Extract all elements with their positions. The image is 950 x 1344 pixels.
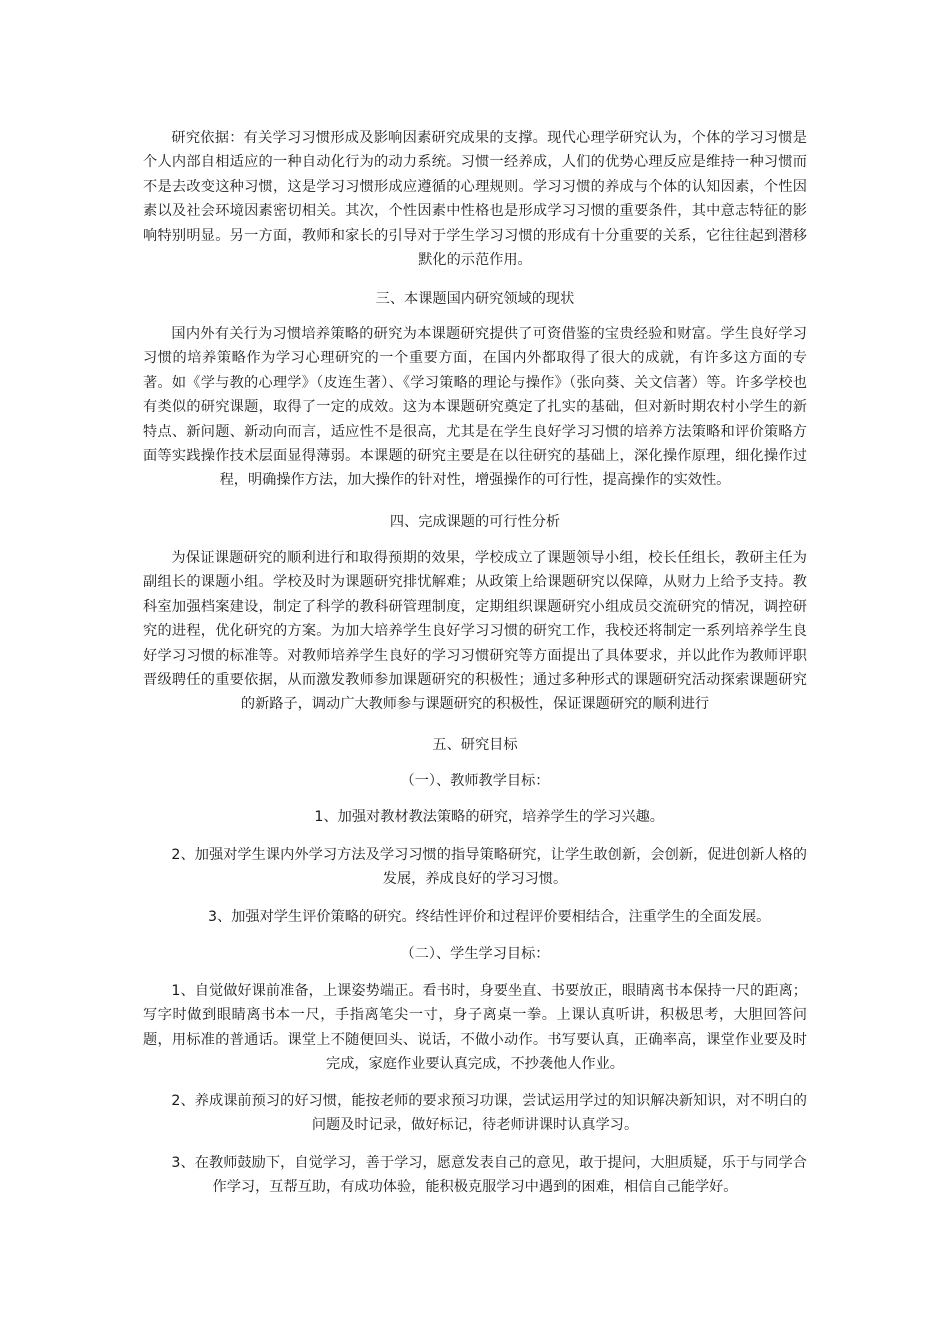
- heading-section-3: 三、本课题国内研究领域的现状: [375, 291, 575, 307]
- heading-student-goals: （二）、学生学习目标：: [400, 946, 550, 962]
- student-goal-item: 1、自觉做好课前准备，上课姿势端正。看书时，身要坐直、书要放正，眼睛离书本保持一尺的距离；写字时做到眼睛离书本一尺，手指离笔尖一寸，身子离桌一拳。上课认真听讲，积极思考，大胆回答问题，用标准的普通话。课堂上不随便回头、说话，不做小动作。书写要认真，正确率高，课堂作业要及时完成，家庭作业要认真完成，不抄袭他人作业。: [143, 983, 807, 1073]
- paragraph-section-4: 为保证课题研究的顺利进行和取得预期的效果，学校成立了课题领导小组，校长任组长，教研主任为副组长的课题小组。学校及时为课题研究排忧解难；从政策上给课题研究以保障，从财力上给予支持。教科室加强档案建设，制定了科学的教科研管理制度，定期组织课题研究小组成员交流研究的情况，调控研究的进程，优化研究的方案。为加大培养学生良好学习习惯的研究工作，我校还将制定一系列培养学生良好学习习惯的标准等。对教师培养学生良好的学习习惯研究等方面提出了具体要求，并以此作为教师评职晋级聘任的重要依据，从而激发教师参加课题研究的积极性；通过多种形式的课题研究活动探索课题研究的新路子，调动广大教师参与课题研究的积极性，保证课题研究的顺利进行: [143, 550, 807, 713]
- student-goal-item: 2、养成课前预习的好习惯，能按老师的要求预习功课，尝试运用学过的知识解决新知识，对不明白的问题及时记录，做好标记，待老师讲课时认真学习。: [171, 1093, 807, 1134]
- heading-section-5: 五、研究目标: [432, 737, 518, 753]
- paragraph-section-3: 国内外有关行为习惯培养策略的研究为本课题研究提供了可资借鉴的宝贵经验和财富。学生良好学习习惯的培养策略作为学习心理研究的一个重要方面，在国内外都取得了很大的成就，有许多这方面的专著。如《学与教的心理学》（皮连生著）、《学习策略的理论与操作》（张向葵、关文信著）等。许多学校也有类似的研究课题，取得了一定的成效。这为本课题研究奠定了扎实的基础，但对新时期农村小学生的新特点、新问题、新动向而言，适应性不是很高，尤其是在学生良好学习习惯的培养方法策略和评价策略方面等实践操作技术层面显得薄弱。本课题的研究主要是在以往研究的基础上，深化操作原理，细化操作过程，明确操作方法，加大操作的针对性，增强操作的可行性，提高操作的实效性。: [143, 326, 807, 489]
- heading-teacher-goals: （一）、教师教学目标：: [400, 773, 550, 789]
- paragraph-research-basis: 研究依据：有关学习习惯形成及影响因素研究成果的支撑。现代心理学研究认为，个体的学习习惯是个人内部自相适应的一种自动化行为的动力系统。习惯一经养成，人们的优势心理反应是维持一种习惯而不是去改变这种习惯，这是学习习惯形成应遵循的心理规则。学习习惯的养成与个体的认知因素，个性因素以及社会环境因素密切相关。其次，个性因素中性格也是形成学习习惯的重要条件，其中意志特征的影响特别明显。另一方面，教师和家长的引导对于学生学习习惯的形成有十分重要的关系，它往往起到潜移默化的示范作用。: [143, 130, 807, 269]
- heading-section-4: 四、完成课题的可行性分析: [389, 514, 561, 530]
- teacher-goal-item: 2、加强对学生课内外学习方法及学习习惯的指导策略研究，让学生敢创新，会创新，促进创新人格的发展，养成良好的学习习惯。: [171, 847, 807, 888]
- teacher-goal-item: 1、加强对教材教法策略的研究，培养学生的学习兴趣。: [314, 809, 664, 825]
- teacher-goal-item: 3、加强对学生评价策略的研究。终结性评价和过程评价要相结合，注重学生的全面发展。: [208, 909, 771, 925]
- student-goal-item: 3、在教师鼓励下，自觉学习，善于学习，愿意发表自己的意见，敢于提问，大胆质疑，乐于与同学合作学习，互帮互助，有成功体验，能积极克服学习中遇到的困难，相信自己能学好。: [171, 1155, 807, 1196]
